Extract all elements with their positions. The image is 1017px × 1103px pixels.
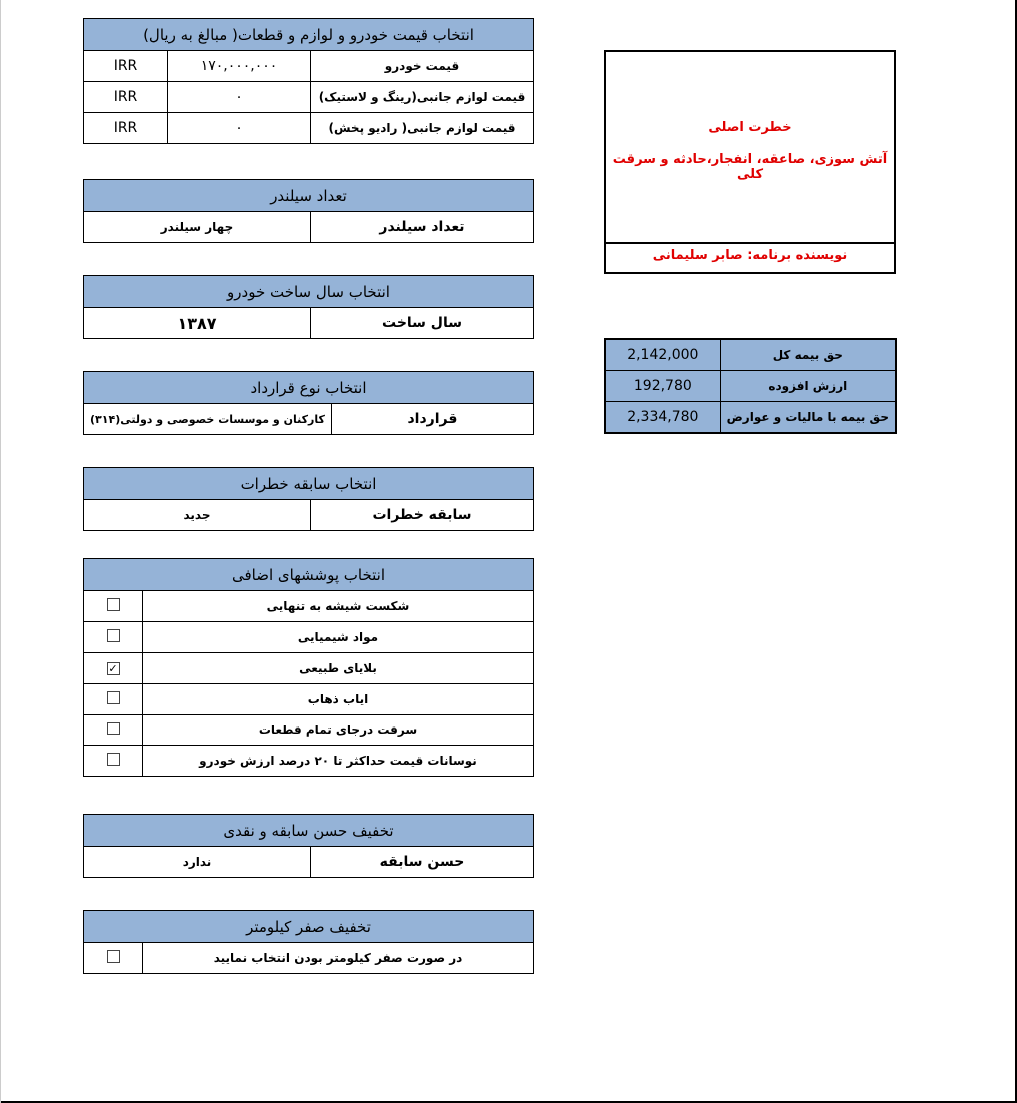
contract-label: قرارداد [331,404,533,435]
extra-chemical-checkbox[interactable] [107,629,120,642]
cylinder-label: تعداد سیلندر [311,212,534,243]
extra-parts-theft-label: سرقت درجای تمام قطعات [143,715,534,746]
radio-price-input[interactable]: ۰ [168,113,311,144]
main-risk-details: آتش سوزی، صاعقه، انفجار،حادثه و سرقت کلی [612,152,888,182]
extra-natural-disaster-checkbox[interactable]: ✓ [108,662,118,675]
car-price-currency: IRR [84,51,168,82]
extra-price-fluctuation-label: نوسانات قیمت حداکثر تا ۲۰ درصد ارزش خودرو [143,746,534,777]
history-table [83,467,534,531]
author-credit: نویسنده برنامه: صابر سلیمانی [652,248,848,263]
premium-with-tax-value: 2,334,780 [605,402,720,434]
main-risk-title: خطرت اصلی [708,120,792,135]
extra-parts-theft-checkbox[interactable] [107,722,120,735]
extra-glass-checkbox[interactable] [107,598,120,611]
history-select[interactable]: جدید [84,500,311,531]
price-table [83,18,534,144]
contract-select[interactable]: کارکنان و موسسات خصوصی و دولتی(۳۱۴) [84,404,332,435]
contract-table [83,371,534,435]
year-select[interactable]: ۱۳۸۷ [84,308,311,339]
info-box-divider [606,242,894,244]
rim-tire-price-input[interactable]: ۰ [168,82,311,113]
year-table [83,275,534,339]
car-price-label: قیمت خودرو [311,51,534,82]
extras-section-title: انتخاب پوششهای اضافی [84,559,534,591]
history-section-title: انتخاب سابقه خطرات [84,468,534,500]
vat-label: ارزش افزوده [720,371,896,402]
rim-tire-price-currency: IRR [84,82,168,113]
extra-commute-checkbox[interactable] [107,691,120,704]
extras-table [83,558,534,777]
discount-select[interactable]: ندارد [84,847,311,878]
totals-table [604,338,897,434]
extra-commute-label: ایاب ذهاب [143,684,534,715]
discount-label: حسن سابقه [311,847,534,878]
zero-km-section-title: تخفیف صفر کیلومتر [84,911,534,943]
sheet-left-edge [0,0,1,1103]
zero-km-table [83,910,534,974]
discount-table [83,814,534,878]
year-section-title: انتخاب سال ساخت خودرو [84,276,534,308]
discount-section-title: تخفیف حسن سابقه و نقدی [84,815,534,847]
vat-value: 192,780 [605,371,720,402]
radio-price-label: قیمت لوازم جانبی( رادیو پخش) [311,113,534,144]
radio-price-currency: IRR [84,113,168,144]
car-price-input[interactable]: ۱۷۰,۰۰۰,۰۰۰ [168,51,311,82]
rim-tire-price-label: قیمت لوازم جانبی(رینگ و لاستیک) [311,82,534,113]
contract-section-title: انتخاب نوع قرارداد [84,372,534,404]
extra-natural-disaster-label: بلایای طبیعی [143,653,534,684]
total-premium-value: 2,142,000 [605,339,720,371]
total-premium-label: حق بیمه کل [720,339,896,371]
history-label: سابقه خطرات [311,500,534,531]
cylinder-select[interactable]: چهار سیلندر [84,212,311,243]
info-box [604,50,896,274]
extra-price-fluctuation-checkbox[interactable] [107,753,120,766]
cylinder-table [83,179,534,243]
zero-km-label: در صورت صفر کیلومتر بودن انتخاب نمایید [143,943,534,974]
extra-glass-label: شکست شیشه به تنهایی [143,591,534,622]
price-section-title: انتخاب قیمت خودرو و لوازم و قطعات( مبالغ به ریال) [84,19,534,51]
cylinder-section-title: تعداد سیلندر [84,180,534,212]
zero-km-checkbox[interactable] [107,950,120,963]
year-label: سال ساخت [311,308,534,339]
premium-with-tax-label: حق بیمه با مالیات و عوارض [720,402,896,434]
extra-chemical-label: مواد شیمیایی [143,622,534,653]
